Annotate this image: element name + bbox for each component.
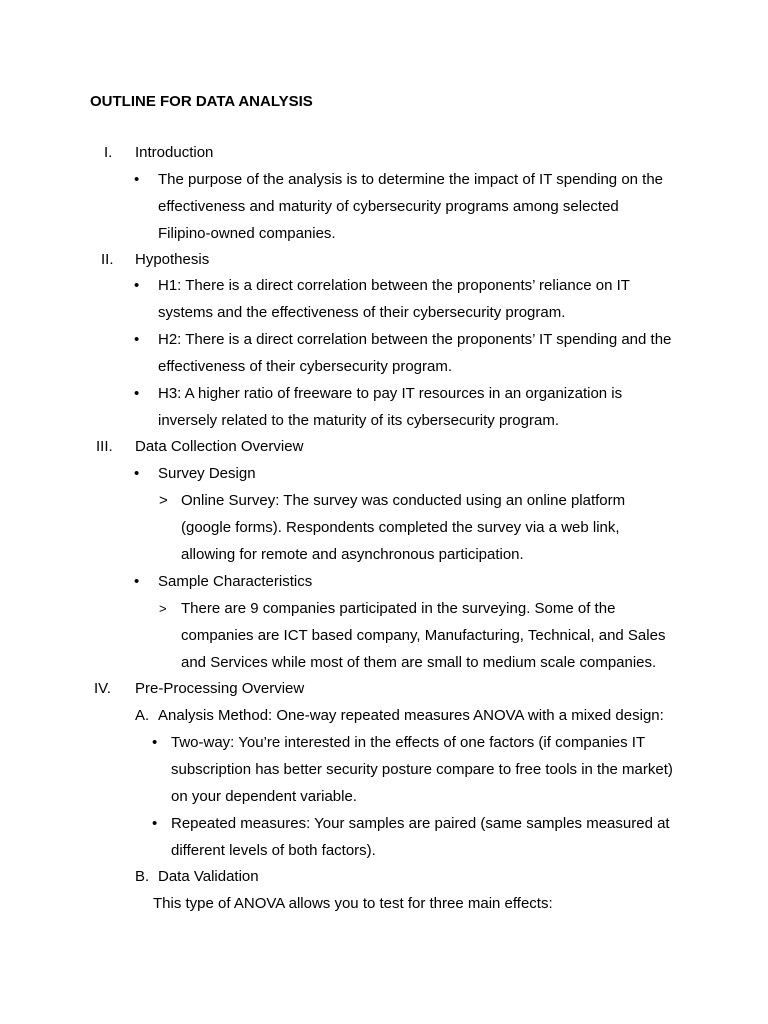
section-2-bullet-1-line-1: H1: There is a direct correlation between the proponents’ reliance on IT bbox=[158, 277, 630, 294]
bullet-icon: • bbox=[152, 815, 158, 832]
document-title: OUTLINE FOR DATA ANALYSIS bbox=[90, 93, 313, 110]
section-1-numeral: I. bbox=[104, 144, 113, 161]
bullet-icon: • bbox=[134, 331, 140, 348]
item-b-letter: B. bbox=[135, 868, 150, 885]
bullet-icon: • bbox=[134, 573, 140, 590]
section-2-numeral: II. bbox=[101, 251, 114, 268]
section-2-bullet-3-line-1: H3: A higher ratio of freeware to pay IT resources in an organization is bbox=[158, 385, 623, 402]
section-3-sub-2-line-3: and Services while most of them are small to medium scale companies. bbox=[181, 654, 657, 671]
section-4-paragraph: This type of ANOVA allows you to test for three main effects: bbox=[153, 895, 553, 912]
section-1-bullet-1-line-1: The purpose of the analysis is to determine the impact of IT spending on the bbox=[158, 171, 664, 188]
bullet-icon: • bbox=[134, 385, 140, 402]
section-3-sub-1-line-2: (google forms). Respondents completed the survey via a web link, bbox=[181, 519, 620, 536]
section-1-bullet-1-line-2: effectiveness and maturity of cybersecurity programs among selected bbox=[158, 198, 619, 215]
bullet-icon: • bbox=[134, 277, 140, 294]
section-4-bullet-2-line-2: different levels of both factors). bbox=[171, 842, 376, 859]
bullet-icon: • bbox=[134, 465, 140, 482]
bullet-icon: • bbox=[152, 734, 158, 751]
section-2-bullet-2-line-2: effectiveness of their cybersecurity program. bbox=[158, 358, 453, 375]
item-a-letter: A. bbox=[135, 707, 150, 724]
section-4-numeral: IV. bbox=[94, 680, 111, 697]
section-2-heading: Hypothesis bbox=[135, 251, 210, 268]
section-3-sub-2-line-1: There are 9 companies participated in the surveying. Some of the bbox=[181, 600, 616, 617]
section-2-bullet-1-line-2: systems and the effectiveness of their cybersecurity program. bbox=[158, 304, 566, 321]
section-2-bullet-3-line-2: inversely related to the maturity of its cybersecurity program. bbox=[158, 412, 559, 429]
section-4-heading: Pre-Processing Overview bbox=[135, 680, 305, 697]
section-4-bullet-1-line-1: Two-way: You’re interested in the effects of one factors (if companies IT bbox=[171, 734, 646, 751]
section-1-heading: Introduction bbox=[135, 144, 214, 161]
section-3-sub-1-line-1: Online Survey: The survey was conducted using an online platform bbox=[181, 492, 626, 509]
section-4-item-a: Analysis Method: One-way repeated measures ANOVA with a mixed design: bbox=[158, 707, 664, 724]
section-1-bullet-1-line-3: Filipino-owned companies. bbox=[158, 225, 336, 242]
section-3-sub-1-line-3: allowing for remote and asynchronous participation. bbox=[181, 546, 524, 563]
section-3-bullet-1: Survey Design bbox=[158, 465, 256, 482]
sub-bullet-arrow-icon: > bbox=[159, 601, 167, 616]
section-3-sub-2-line-2: companies are ICT based company, Manufacturing, Technical, and Sales bbox=[181, 627, 666, 644]
sub-bullet-arrow-icon: > bbox=[159, 492, 168, 509]
section-3-heading: Data Collection Overview bbox=[135, 438, 304, 455]
section-4-item-b: Data Validation bbox=[158, 868, 259, 885]
section-3-bullet-2: Sample Characteristics bbox=[158, 573, 313, 590]
section-2-bullet-2-line-1: H2: There is a direct correlation between the proponents’ IT spending and the bbox=[158, 331, 672, 348]
section-4-bullet-1-line-2: subscription has better security posture compare to free tools in the market) bbox=[171, 761, 673, 778]
section-4-bullet-1-line-3: on your dependent variable. bbox=[171, 788, 357, 805]
bullet-icon: • bbox=[134, 171, 140, 188]
section-3-numeral: III. bbox=[96, 438, 113, 455]
section-4-bullet-2-line-1: Repeated measures: Your samples are paired (same samples measured at bbox=[171, 815, 670, 832]
